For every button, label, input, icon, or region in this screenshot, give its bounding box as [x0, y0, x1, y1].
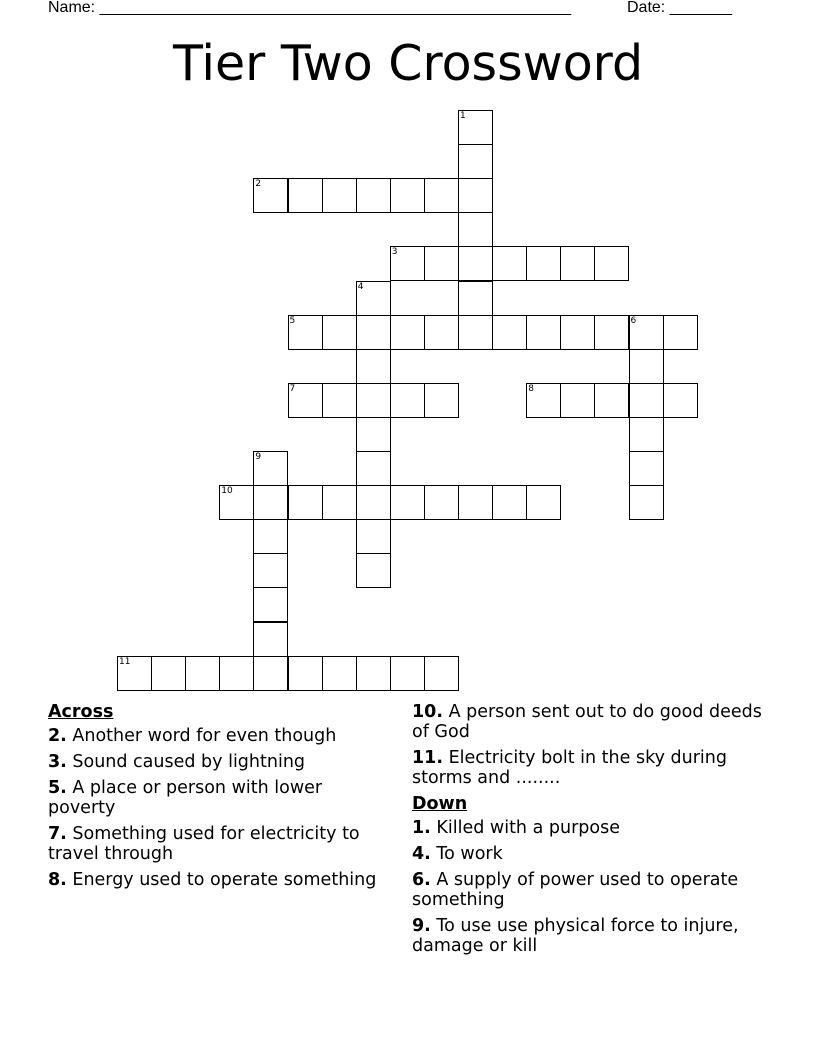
clue-text: A person sent out to do good deeds of God: [412, 702, 762, 742]
crossword-cell[interactable]: [560, 315, 595, 350]
crossword-cell[interactable]: [253, 553, 288, 588]
crossword-cell[interactable]: [253, 519, 288, 554]
clue-text: A supply of power used to operate something: [412, 870, 739, 910]
crossword-cell[interactable]: [288, 485, 323, 520]
crossword-cell[interactable]: [356, 451, 391, 486]
crossword-cell[interactable]: [560, 383, 595, 418]
crossword-cell[interactable]: [356, 553, 391, 588]
crossword-cell[interactable]: [424, 656, 459, 691]
crossword-cell[interactable]: [322, 656, 357, 691]
crossword-cell[interactable]: [219, 656, 254, 691]
crossword-cell[interactable]: [288, 656, 323, 691]
crossword-cell[interactable]: [253, 485, 288, 520]
crossword-cell[interactable]: [253, 656, 288, 691]
crossword-cell[interactable]: [629, 417, 664, 452]
crossword-cell[interactable]: [492, 246, 527, 281]
page-title: Tier Two Crossword: [172, 35, 644, 92]
clue-number: 10.: [412, 702, 444, 722]
crossword-cell[interactable]: [288, 178, 323, 213]
crossword-cell[interactable]: [629, 451, 664, 486]
crossword-cell[interactable]: [390, 383, 425, 418]
crossword-cell[interactable]: [458, 315, 493, 350]
crossword-cell[interactable]: [424, 246, 459, 281]
down-clue-4: [412, 844, 762, 864]
crossword-cell[interactable]: [356, 519, 391, 554]
across-clue-2: [48, 726, 388, 746]
across-heading: Across: [48, 702, 114, 722]
clue-number: 9.: [412, 916, 431, 936]
crossword-cell[interactable]: [390, 656, 425, 691]
crossword-cell[interactable]: [458, 485, 493, 520]
name-field-label: Name: _____________________________________________________: [48, 0, 572, 16]
clue-number: 7.: [48, 824, 67, 844]
crossword-cell[interactable]: [458, 281, 493, 316]
crossword-cell[interactable]: [424, 485, 459, 520]
clue-text: Something used for electricity to travel through: [48, 824, 360, 864]
clue-text: Another word for even though: [66, 726, 337, 746]
cell-number: 7: [289, 383, 296, 394]
cell-number: 2: [255, 179, 262, 190]
across-clue-7: [48, 824, 388, 864]
crossword-cell[interactable]: [526, 246, 561, 281]
clue-text: A place or person with lower poverty: [48, 778, 323, 818]
crossword-cell[interactable]: [390, 485, 425, 520]
crossword-cell[interactable]: [253, 178, 288, 213]
crossword-cell[interactable]: [356, 485, 391, 520]
across-clue-11: [412, 748, 762, 788]
crossword-cell[interactable]: [390, 246, 425, 281]
crossword-cell[interactable]: [526, 485, 561, 520]
clue-text: Sound caused by lightning: [66, 752, 306, 772]
across-clue-8: [48, 870, 388, 890]
clues-right-column: [412, 702, 762, 962]
crossword-cell[interactable]: [219, 485, 254, 520]
crossword-cell[interactable]: [356, 315, 391, 350]
cell-number: 6: [630, 315, 637, 326]
clue-number: 8.: [48, 870, 67, 890]
cell-number: 5: [289, 315, 296, 326]
crossword-cell[interactable]: [629, 485, 664, 520]
crossword-cell[interactable]: [594, 383, 629, 418]
clue-text: To use use physical force to injure, damage or kill: [412, 916, 739, 956]
across-clue-5: [48, 778, 388, 818]
across-clue-3: [48, 752, 388, 772]
crossword-cell[interactable]: [663, 315, 698, 350]
crossword-cell[interactable]: [151, 656, 186, 691]
crossword-cell[interactable]: [424, 315, 459, 350]
clue-number: 6.: [412, 870, 431, 890]
cell-number: 3: [391, 247, 398, 258]
clue-text: Energy used to operate something: [66, 870, 377, 890]
crossword-cell[interactable]: [322, 315, 357, 350]
clue-number: 1.: [412, 818, 431, 838]
clue-text: To work: [430, 844, 503, 864]
crossword-cell[interactable]: [356, 281, 391, 316]
crossword-cell[interactable]: [594, 246, 629, 281]
crossword-cell[interactable]: [117, 656, 152, 691]
clue-text: Killed with a purpose: [430, 818, 620, 838]
across-clue-10: [412, 702, 762, 742]
crossword-cell[interactable]: [253, 622, 288, 657]
crossword-cell[interactable]: [185, 656, 220, 691]
crossword-cell[interactable]: [526, 383, 561, 418]
crossword-cell[interactable]: [594, 315, 629, 350]
crossword-cell[interactable]: [560, 246, 595, 281]
crossword-cell[interactable]: [492, 315, 527, 350]
crossword-cell[interactable]: [390, 315, 425, 350]
down-clue-6: [412, 870, 762, 910]
crossword-cell[interactable]: [458, 212, 493, 247]
crossword-cell[interactable]: [458, 144, 493, 179]
crossword-cell[interactable]: [424, 178, 459, 213]
crossword-cell[interactable]: [629, 315, 664, 350]
crossword-cell[interactable]: [629, 383, 664, 418]
crossword-cell[interactable]: [288, 383, 323, 418]
cell-number: 9: [255, 452, 262, 462]
cell-number: 4: [357, 281, 364, 292]
clue-number: 11.: [412, 748, 444, 768]
clue-number: 3.: [48, 752, 67, 772]
crossword-cell[interactable]: [356, 656, 391, 691]
clue-number: 5.: [48, 778, 67, 798]
crossword-cell[interactable]: [458, 178, 493, 213]
crossword-cell[interactable]: [288, 315, 323, 350]
cell-number: 8: [528, 383, 534, 394]
crossword-cell[interactable]: [424, 383, 459, 418]
crossword-cell[interactable]: [356, 349, 391, 384]
clue-text: Electricity bolt in the sky during storms and ........: [412, 748, 727, 788]
cell-number: 11: [119, 656, 131, 667]
date-field-label: Date: _______: [627, 0, 732, 16]
cell-number: 1: [460, 111, 466, 121]
crossword-cell[interactable]: [356, 417, 391, 452]
crossword-cell[interactable]: [390, 178, 425, 213]
crossword-cell[interactable]: [253, 587, 288, 622]
crossword-cell[interactable]: [458, 110, 493, 145]
down-clue-9: [412, 916, 762, 956]
crossword-cell[interactable]: [458, 246, 493, 281]
down-heading: Down: [412, 794, 468, 814]
crossword-cell[interactable]: [322, 485, 357, 520]
crossword-cell[interactable]: [322, 383, 357, 418]
cell-number: 10: [221, 486, 233, 497]
down-clue-1: [412, 818, 762, 838]
crossword-cell[interactable]: [322, 178, 357, 213]
crossword-cell[interactable]: [663, 383, 698, 418]
clue-number: 4.: [412, 844, 431, 864]
crossword-cell[interactable]: [356, 383, 391, 418]
crossword-cell[interactable]: [492, 485, 527, 520]
clue-number: 2.: [48, 726, 67, 746]
clues-left-column: [48, 702, 388, 896]
crossword-cell[interactable]: [526, 315, 561, 350]
crossword-cell[interactable]: [356, 178, 391, 213]
crossword-cell[interactable]: [629, 349, 664, 384]
crossword-cell[interactable]: [253, 451, 288, 486]
